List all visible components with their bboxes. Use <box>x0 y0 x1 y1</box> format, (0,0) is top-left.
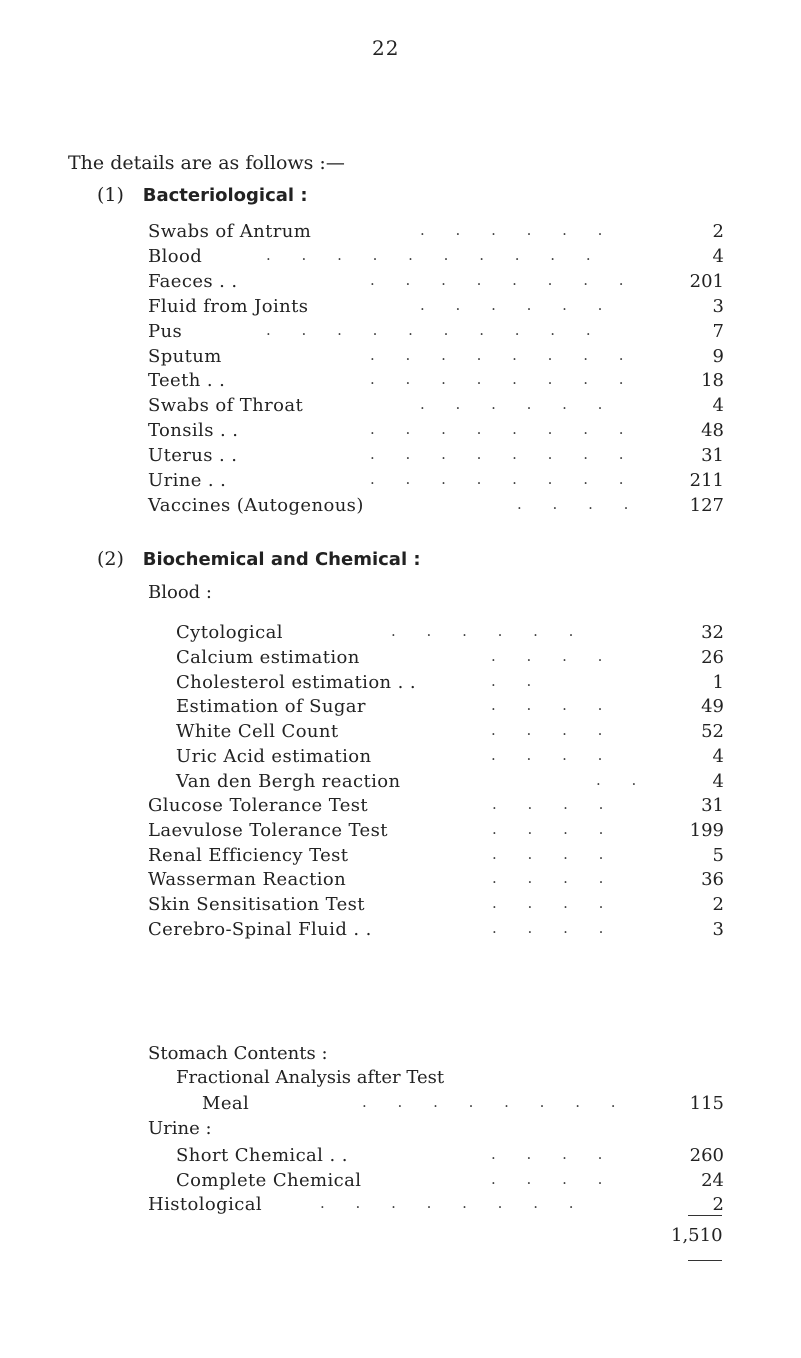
dot-leaders: . . . . <box>491 1169 616 1188</box>
table-row <box>148 795 724 817</box>
section-title: Biochemical and Chemical : <box>142 549 421 570</box>
urine-subheading: Urine : <box>148 1118 212 1139</box>
grand-total: 1,510 <box>671 1225 723 1246</box>
table-row <box>176 622 724 644</box>
row-value: 7 <box>712 320 724 342</box>
total-rule-top <box>688 1215 722 1216</box>
table-row <box>202 1093 724 1115</box>
dot-leaders: . . <box>491 671 545 690</box>
row-label: Blood <box>148 245 203 267</box>
section-number: (2) <box>97 548 124 570</box>
dot-leaders: . . . . <box>492 844 617 863</box>
row-value: 211 <box>689 470 724 491</box>
table-row <box>176 746 724 768</box>
dot-leaders: . . . . <box>517 494 642 513</box>
row-value: 3 <box>712 919 724 940</box>
table-row <box>148 919 724 941</box>
dot-leaders: . . . . <box>492 894 617 913</box>
row-value: 4 <box>712 746 724 767</box>
dot-leaders: . . . . . . . . <box>370 420 637 439</box>
stomach-subheading: Stomach Contents : <box>148 1043 328 1064</box>
table-row <box>148 271 724 293</box>
row-label: Van den Bergh reaction <box>176 770 401 792</box>
row-label: Laevulose Tolerance Test <box>148 819 388 841</box>
row-value: 31 <box>701 795 724 816</box>
table-row <box>148 445 724 467</box>
row-value: 127 <box>689 494 724 516</box>
dot-leaders: . . . . . . . . <box>370 270 637 289</box>
dot-leaders: . . . . . . . . <box>370 445 637 464</box>
dot-leaders: . . . . <box>492 819 617 838</box>
stomach-line: Fractional Analysis after Test <box>176 1067 445 1088</box>
row-label: Fluid from Joints <box>148 295 309 317</box>
dot-leaders: . . . . . . <box>420 221 616 239</box>
dot-leaders: . . . . <box>491 646 616 665</box>
row-label: Teeth . . <box>148 370 226 392</box>
dot-leaders: . . . . . . . . <box>370 470 637 488</box>
row-value: 32 <box>701 622 724 643</box>
row-value: 4 <box>712 395 724 417</box>
table-row <box>148 395 724 417</box>
table-row <box>176 771 724 793</box>
row-value: 36 <box>701 869 724 891</box>
table-row <box>176 721 724 743</box>
dot-leaders: . . . . <box>492 795 617 813</box>
table-row <box>176 647 724 669</box>
total-rule-bottom <box>688 1260 722 1261</box>
table-row <box>148 470 724 492</box>
row-label: Uric Acid estimation <box>176 746 372 767</box>
row-value: 2 <box>712 221 724 242</box>
row-value: 199 <box>689 819 724 841</box>
table-row <box>148 221 724 243</box>
row-value: 49 <box>701 696 724 718</box>
dot-leaders: . . . . <box>491 746 616 764</box>
row-label: Cerebro-Spinal Fluid . . <box>148 919 372 940</box>
row-label: Calcium estimation <box>176 646 360 668</box>
row-value: 24 <box>701 1169 724 1191</box>
row-label: Skin Sensitisation Test <box>148 894 365 916</box>
dot-leaders: . . . . <box>492 919 617 937</box>
intro-text: The details are as follows :— <box>68 152 345 174</box>
table-row <box>148 495 724 517</box>
dot-leaders: . . . . . . . . <box>370 370 637 389</box>
row-value: 31 <box>701 445 724 467</box>
row-label: Cytological <box>176 622 283 643</box>
row-value: 115 <box>689 1093 724 1114</box>
table-row <box>176 1170 724 1192</box>
row-label: Short Chemical . . <box>176 1145 348 1166</box>
row-label: Swabs of Antrum <box>148 221 312 242</box>
row-value: 201 <box>689 270 724 292</box>
dot-leaders: . . . . . . . . . . <box>266 320 604 339</box>
table-row <box>148 321 724 343</box>
section-2-heading <box>97 548 421 570</box>
section-number: (1) <box>97 184 124 206</box>
row-label: Renal Efficiency Test <box>148 844 349 866</box>
row-label: Faeces . . <box>148 270 238 292</box>
row-label: Estimation of Sugar <box>176 696 366 718</box>
row-value: 1 <box>712 671 724 693</box>
row-label: Sputum <box>148 345 222 367</box>
table-row <box>148 894 724 916</box>
table-row <box>148 420 724 442</box>
dot-leaders: . . . . <box>491 696 616 715</box>
dot-leaders: . . <box>596 770 650 789</box>
row-value: 3 <box>712 295 724 317</box>
row-label: Complete Chemical <box>176 1169 362 1191</box>
table-row <box>148 246 724 268</box>
page-number: 22 <box>372 36 400 60</box>
row-label: Urine . . <box>148 470 227 491</box>
dot-leaders: . . . . . . . . <box>370 345 637 364</box>
dot-leaders: . . . . . . <box>391 622 587 640</box>
table-row <box>176 696 724 718</box>
row-label: Uterus . . <box>148 445 238 467</box>
row-value: 2 <box>712 894 724 916</box>
row-value: 18 <box>701 370 724 392</box>
dot-leaders: . . . . . . . . <box>320 1194 587 1212</box>
dot-leaders: . . . . <box>492 869 617 888</box>
row-label: Meal <box>202 1093 250 1114</box>
row-label: Swabs of Throat <box>148 395 304 417</box>
table-row <box>176 1145 724 1167</box>
section-title: Bacteriological : <box>142 185 308 206</box>
row-label: Tonsils . . <box>148 420 239 442</box>
dot-leaders: . . . . . . . . <box>362 1093 629 1111</box>
table-row <box>148 1194 724 1216</box>
table-row <box>148 296 724 318</box>
row-value: 48 <box>701 420 724 442</box>
row-value: 260 <box>689 1145 724 1166</box>
row-label: White Cell Count <box>176 721 339 743</box>
row-label: Vaccines (Autogenous) <box>148 494 364 516</box>
row-value: 9 <box>712 345 724 367</box>
row-label: Histological <box>148 1194 263 1215</box>
dot-leaders: . . . . . . <box>420 395 616 414</box>
row-value: 52 <box>701 721 724 743</box>
row-label: Wasserman Reaction <box>148 869 347 891</box>
table-row <box>148 820 724 842</box>
row-value: 4 <box>712 770 724 792</box>
dot-leaders: . . . . . . . . . . <box>266 245 604 264</box>
dot-leaders: . . . . . . <box>420 295 616 314</box>
table-row <box>176 672 724 694</box>
dot-leaders: . . . . <box>491 1145 616 1163</box>
row-value: 4 <box>712 245 724 267</box>
blood-subheading: Blood : <box>148 582 212 603</box>
row-value: 26 <box>701 646 724 668</box>
table-row <box>148 370 724 392</box>
row-value: 2 <box>712 1194 724 1215</box>
row-label: Cholesterol estimation . . <box>176 671 417 693</box>
table-row <box>148 845 724 867</box>
row-label: Glucose Tolerance Test <box>148 795 369 816</box>
table-row <box>148 346 724 368</box>
table-row <box>148 869 724 891</box>
row-label: Pus <box>148 320 183 342</box>
dot-leaders: . . . . <box>491 721 616 740</box>
row-value: 5 <box>712 844 724 866</box>
section-1-heading <box>97 184 308 206</box>
